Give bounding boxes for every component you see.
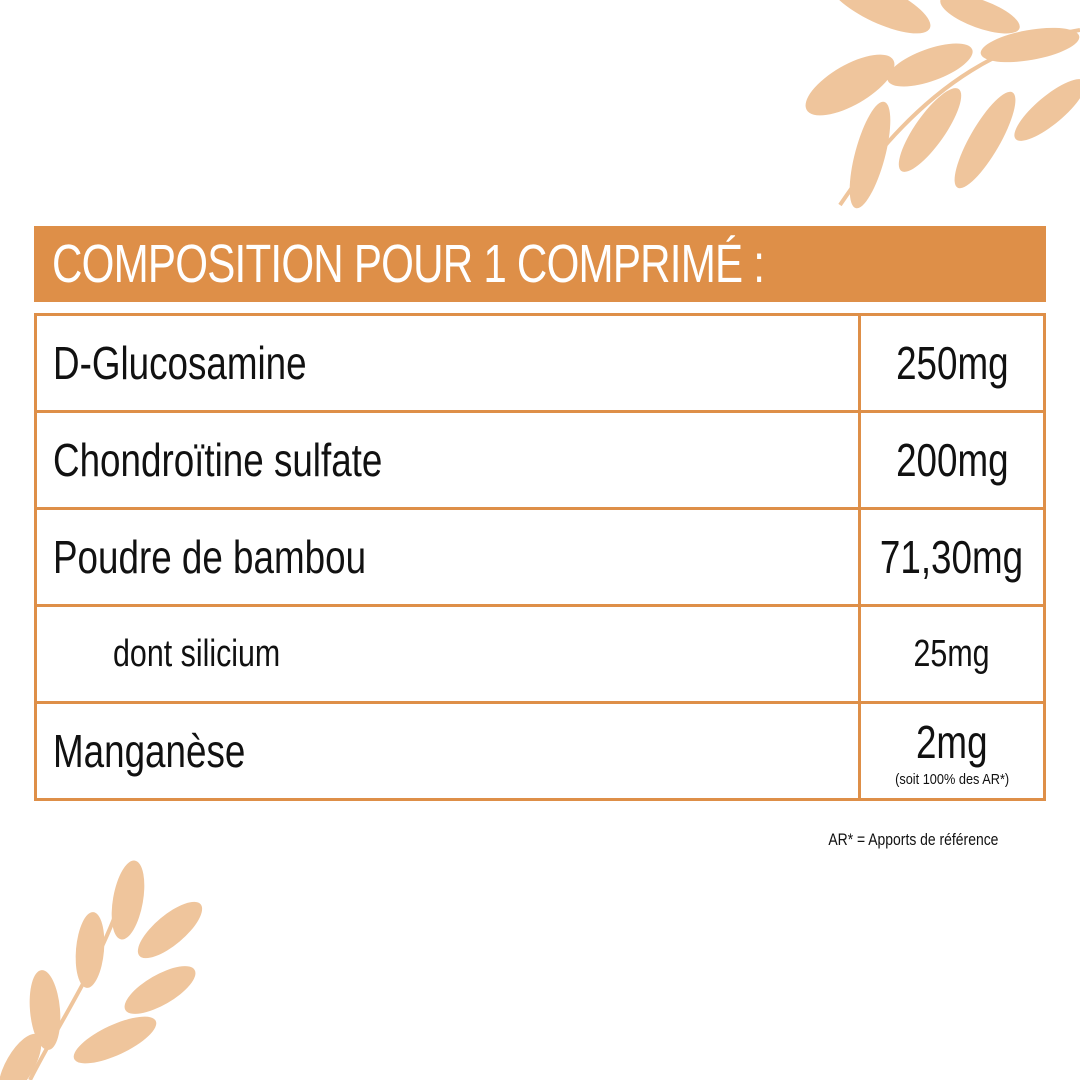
page-title: COMPOSITION POUR 1 COMPRIMÉ : (34, 226, 1046, 302)
ingredient-amount: 71,30mg (860, 509, 1045, 606)
footnote: AR* = Apports de référence (827, 830, 998, 849)
composition-table (34, 313, 1046, 801)
ingredient-name: D-Glucosamine (36, 315, 860, 412)
table-row (36, 703, 1045, 800)
leaf-branch-bottom-left-icon (0, 860, 220, 1080)
table-row (36, 315, 1045, 412)
ingredient-amount: 250mg (860, 315, 1045, 412)
ingredient-name: Chondroïtine sulfate (36, 412, 860, 509)
ingredient-name: Poudre de bambou (36, 509, 860, 606)
ingredient-amount: 2mg (soit 100% des AR*) (860, 703, 1045, 800)
table-row (36, 606, 1045, 703)
ingredient-name: dont silicium (36, 606, 860, 703)
amount-note: (soit 100% des AR*) (894, 770, 1010, 788)
leaf-branch-top-right-icon (780, 0, 1080, 210)
ingredient-amount: 200mg (860, 412, 1045, 509)
table-row (36, 412, 1045, 509)
ingredient-amount: 25mg (860, 606, 1045, 703)
ingredient-name: Manganèse (36, 703, 860, 800)
table-row (36, 509, 1045, 606)
